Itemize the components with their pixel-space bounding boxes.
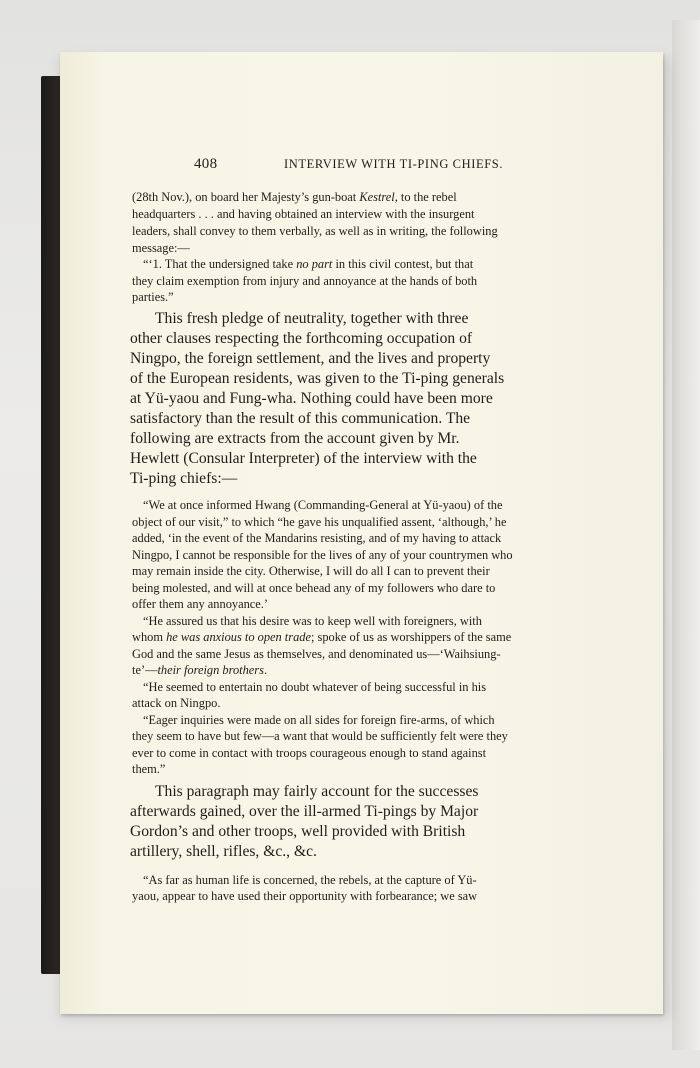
text-line: being molested, and will at once behead any of my followers who dare to: [132, 581, 496, 595]
text-line: “‘1. That the undersigned take no part in this civil contest, but that: [143, 257, 474, 271]
text-line: following are extracts from the account given by Mr.: [130, 430, 460, 447]
text-line: may remain inside the city. Otherwise, I will do all I can to prevent their: [132, 564, 490, 578]
text-line: Hewlett (Consular Interpreter) of the interview with the: [130, 450, 477, 467]
page-number: 408: [194, 156, 218, 172]
running-title: INTERVIEW WITH TI-PING CHIEFS.: [284, 157, 504, 171]
text-line: leaders, shall convey to them verbally, as well as in writing, the following: [132, 224, 498, 238]
text-line: Ningpo, I cannot be responsible for the lives of any of your countrymen who: [132, 548, 513, 562]
text-line: parties.”: [132, 290, 174, 304]
text-line: offer them any annoyance.’: [132, 597, 269, 611]
text-line: This fresh pledge of neutrality, together with three: [155, 310, 469, 327]
running-head: [132, 156, 584, 176]
text-line: “We at once informed Hwang (Commanding-General at Yü-yaou) of the: [143, 498, 503, 512]
text-line: te’—their foreign brothers.: [132, 663, 268, 677]
text-line: headquarters . . . and having obtained an interview with the insurgent: [132, 207, 475, 221]
text-line: Gordon’s and other troops, well provided with British: [130, 823, 466, 840]
adjacent-book-edge: [672, 20, 700, 1050]
text-line: Ningpo, the foreign settlement, and the lives and property: [130, 350, 491, 367]
text-line: they seem to have but few—a want that would be sufficiently felt were they: [132, 729, 508, 743]
text-line: yaou, appear to have used their opportunity with forbearance; we saw: [132, 889, 478, 903]
text-line: God and the same Jesus as themselves, and denominated us—‘Waihsiung-: [132, 647, 501, 661]
text-line: This paragraph may fairly account for the successes: [155, 783, 479, 800]
text-line: message:—: [132, 241, 190, 255]
text-line: attack on Ningpo.: [132, 696, 221, 710]
text-line: (28th Nov.), on board her Majesty’s gun-boat Kestrel, to the rebel: [132, 190, 457, 204]
text-line: Ti-ping chiefs:—: [130, 470, 238, 487]
text-line: them.”: [132, 762, 166, 776]
text-line: added, ‘in the event of the Mandarins resisting, and of my having to attack: [132, 531, 502, 545]
text-line: satisfactory than the result of this communication. The: [130, 410, 471, 427]
text-line: afterwards gained, over the ill-armed Ti-pings by Major: [130, 803, 479, 820]
text-line: they claim exemption from injury and annoyance at the hands of both: [132, 274, 478, 288]
text-line: whom he was anxious to open trade; spoke of us as worshippers of the same: [132, 630, 512, 644]
text-line: artillery, shell, rifles, &c., &c.: [130, 843, 317, 860]
text-line: of the European residents, was given to the Ti-ping generals: [130, 370, 505, 387]
text-line: “He assured us that his desire was to keep well with foreigners, with: [143, 614, 482, 628]
text-line: ever to come in contact with troops courageous enough to stand against: [132, 746, 487, 760]
text-line: other clauses respecting the forthcoming occupation of: [130, 330, 473, 347]
text-line: “As far as human life is concerned, the rebels, at the capture of Yü-: [143, 873, 477, 887]
text-line: “Eager inquiries were made on all sides for foreign fire-arms, of which: [143, 713, 495, 727]
text-line: at Yü-yaou and Fung-wha. Nothing could have been more: [130, 390, 493, 407]
text-line: “He seemed to entertain no doubt whatever of being successful in his: [143, 680, 487, 694]
text-line: object of our visit,” to which “he gave his unqualified assent, ‘although,’ he: [132, 515, 507, 529]
